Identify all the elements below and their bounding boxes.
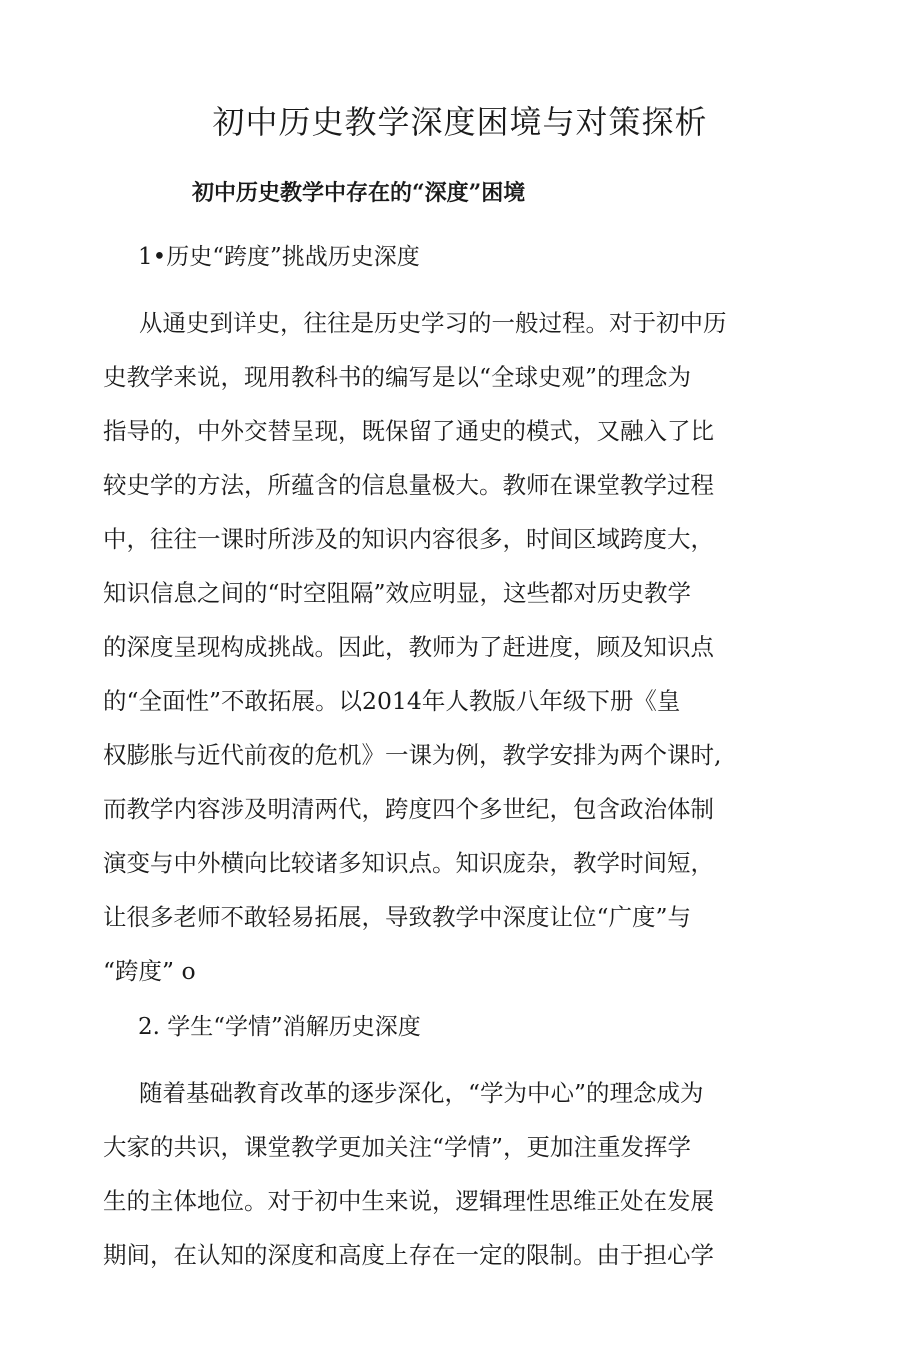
paragraph-line: 较史学的方法，所蕴含的信息量极大。教师在课堂教学过程 [103,471,714,499]
paragraph-line: 的“全面性”不敢拓展。以2014年人教版八年级下册《皇 [103,687,681,715]
paragraph-line: 而教学内容涉及明清两代，跨度四个多世纪，包含政治体制 [103,795,714,823]
paragraph-line: 期间，在认知的深度和高度上存在一定的限制。由于担心学 [103,1241,714,1269]
paragraph-line: 生的主体地位。对于初中生来说，逻辑理性思维正处在发展 [103,1187,714,1215]
heading-2: 2. 学生“学情”消解历史深度 [138,1014,421,1040]
paragraph-line: 知识信息之间的“时空阻隔”效应明显，这些都对历史教学 [103,579,692,607]
paragraph-2 [103,1066,763,1282]
paragraph-line: “跨度” o [103,957,196,985]
document-title: 初中历史教学深度困境与对策探析 [212,103,708,141]
paragraph-line: 权膨胀与近代前夜的危机》一课为例，教学安排为两个课时, [103,741,722,769]
paragraph-line: 指导的，中外交替呈现，既保留了通史的模式，又融入了比 [103,417,714,445]
paragraph-line: 让很多老师不敢轻易拓展，导致教学中深度让位“广度”与 [103,903,692,931]
paragraph-line: 中，往往一课时所涉及的知识内容很多，时间区域跨度大， [103,525,714,553]
paragraph-line: 演变与中外横向比较诸多知识点。知识庞杂，教学时间短， [103,849,714,877]
paragraph-line: 随着基础教育改革的逐步深化，“学为中心”的理念成为 [139,1079,704,1107]
paragraph-line: 大家的共识，课堂教学更加关注“学情”，更加注重发挥学 [103,1133,692,1161]
paragraph-line: 史教学来说，现用教科书的编写是以“全球史观”的理念为 [103,363,692,391]
section-title: 初中历史教学中存在的“深度”困境 [192,180,526,206]
heading-1: 1•历史“跨度”挑战历史深度 [138,244,420,270]
paragraph-line: 从通史到详史，往往是历史学习的一般过程。对于初中历 [139,309,727,337]
paragraph-line: 的深度呈现构成挑战。因此，教师为了赶进度，顾及知识点 [103,633,714,661]
paragraph-1 [103,296,763,998]
